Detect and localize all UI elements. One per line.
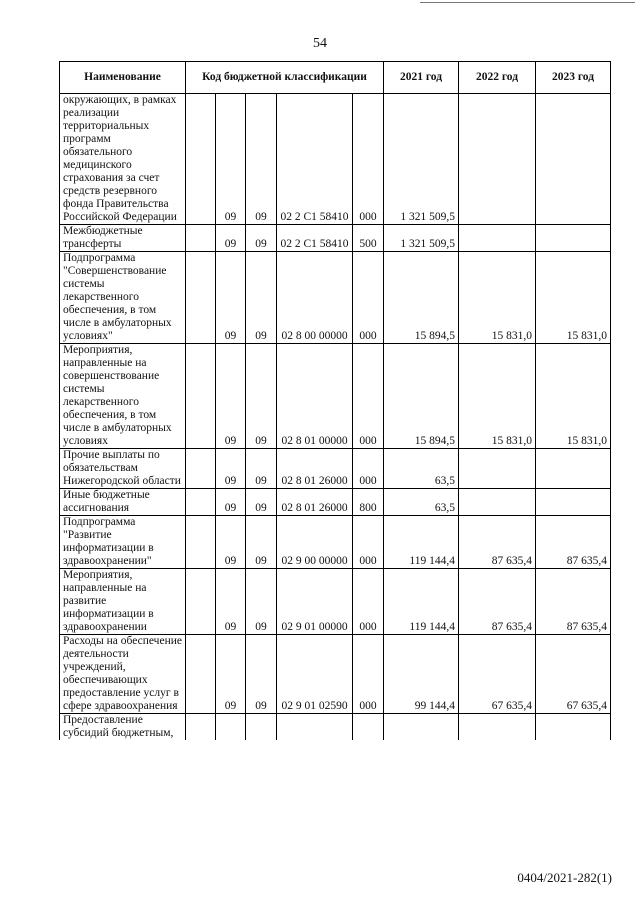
row-value-2021: 15 894,5 [384, 252, 459, 344]
row-code-type: 000 [353, 449, 384, 489]
table-row [60, 635, 611, 714]
header-name: Наименование [60, 62, 186, 94]
row-code-subsection: 09 [246, 569, 277, 635]
row-code-section: 09 [216, 252, 246, 344]
header-2021: 2021 год [384, 62, 459, 94]
row-code-subsection: 09 [246, 516, 277, 569]
row-value-2023 [536, 449, 611, 489]
row-value-2023: 87 635,4 [536, 569, 611, 635]
table-row [60, 714, 611, 741]
row-code-type: 000 [353, 635, 384, 714]
row-name: Прочие выплаты по обязательствам Нижегородской области [60, 449, 186, 489]
row-code-section [216, 714, 246, 741]
table-header-row [60, 62, 611, 94]
header-2022: 2022 год [459, 62, 536, 94]
row-name: Межбюджетные трансферты [60, 225, 186, 252]
header-2023: 2023 год [536, 62, 611, 94]
row-value-2021: 63,5 [384, 489, 459, 516]
page-number: 54 [313, 36, 327, 51]
row-value-2022: 87 635,4 [459, 569, 536, 635]
row-code-type: 800 [353, 489, 384, 516]
row-blank [186, 635, 216, 714]
table-row [60, 225, 611, 252]
row-name: Предоставление субсидий бюджетным, [60, 714, 186, 741]
row-code-subsection: 09 [246, 94, 277, 225]
table-row [60, 449, 611, 489]
row-code-section: 09 [216, 344, 246, 449]
row-name: Иные бюджетные ассигнования [60, 489, 186, 516]
row-code-section: 09 [216, 635, 246, 714]
row-blank [186, 252, 216, 344]
header-code: Код бюджетной классификации [186, 62, 384, 94]
row-code-target: 02 9 01 02590 [277, 635, 353, 714]
row-code-target: 02 9 01 00000 [277, 569, 353, 635]
row-code-target [277, 714, 353, 741]
row-value-2023 [536, 94, 611, 225]
row-code-target: 02 8 01 26000 [277, 489, 353, 516]
row-blank [186, 225, 216, 252]
budget-table [59, 61, 611, 740]
row-code-target: 02 8 00 00000 [277, 252, 353, 344]
row-value-2021: 63,5 [384, 449, 459, 489]
table-row [60, 489, 611, 516]
footer-code: 0404/2021-282(1) [517, 870, 612, 885]
row-blank [186, 714, 216, 741]
row-value-2022 [459, 225, 536, 252]
top-rule [420, 2, 635, 3]
row-value-2022: 15 831,0 [459, 252, 536, 344]
table-row [60, 344, 611, 449]
row-name: Мероприятия, направленные на совершенствование системы лекарственного обеспечения, в том числе в амбулаторных условиях [60, 344, 186, 449]
table-row [60, 94, 611, 225]
row-value-2022: 87 635,4 [459, 516, 536, 569]
row-code-type: 000 [353, 94, 384, 225]
row-blank [186, 94, 216, 225]
row-code-section: 09 [216, 449, 246, 489]
row-code-subsection: 09 [246, 489, 277, 516]
row-value-2023: 87 635,4 [536, 516, 611, 569]
row-value-2021: 1 321 509,5 [384, 225, 459, 252]
row-value-2022 [459, 714, 536, 741]
row-code-type: 000 [353, 569, 384, 635]
row-code-target: 02 2 С1 58410 [277, 94, 353, 225]
row-name: окружающих, в рамках реализации территориальных программ обязательного медицинского страхования за счет средств резервного фонда Правительства Российской Федерации [60, 94, 186, 225]
table-row [60, 516, 611, 569]
table-row [60, 569, 611, 635]
table-body [60, 94, 611, 741]
row-code-type: 000 [353, 516, 384, 569]
row-code-section: 09 [216, 489, 246, 516]
row-blank [186, 449, 216, 489]
row-code-section: 09 [216, 94, 246, 225]
row-name: Подпрограмма "Развитие информатизации в здравоохранении" [60, 516, 186, 569]
row-code-type: 500 [353, 225, 384, 252]
row-code-type: 000 [353, 252, 384, 344]
row-code-section: 09 [216, 569, 246, 635]
row-value-2022 [459, 489, 536, 516]
row-name: Расходы на обеспечение деятельности учреждений, обеспечивающих предоставление услуг в сфере здравоохранения [60, 635, 186, 714]
row-code-subsection: 09 [246, 449, 277, 489]
row-code-target: 02 8 01 00000 [277, 344, 353, 449]
row-code-target: 02 2 С1 58410 [277, 225, 353, 252]
row-value-2021: 15 894,5 [384, 344, 459, 449]
row-code-target: 02 8 01 26000 [277, 449, 353, 489]
row-value-2023: 15 831,0 [536, 252, 611, 344]
row-code-type: 000 [353, 344, 384, 449]
row-value-2021: 119 144,4 [384, 569, 459, 635]
row-value-2023 [536, 489, 611, 516]
row-value-2023: 67 635,4 [536, 635, 611, 714]
row-blank [186, 344, 216, 449]
row-value-2022 [459, 94, 536, 225]
row-value-2022: 15 831,0 [459, 344, 536, 449]
row-value-2022 [459, 449, 536, 489]
row-value-2021: 119 144,4 [384, 516, 459, 569]
row-value-2023 [536, 225, 611, 252]
row-blank [186, 489, 216, 516]
row-code-section: 09 [216, 225, 246, 252]
row-code-type [353, 714, 384, 741]
row-value-2021 [384, 714, 459, 741]
row-code-subsection: 09 [246, 635, 277, 714]
row-value-2021: 99 144,4 [384, 635, 459, 714]
row-code-subsection: 09 [246, 344, 277, 449]
table-row [60, 252, 611, 344]
row-blank [186, 569, 216, 635]
row-value-2022: 67 635,4 [459, 635, 536, 714]
row-name: Мероприятия, направленные на развитие информатизации в здравоохранении [60, 569, 186, 635]
row-code-subsection: 09 [246, 225, 277, 252]
row-code-target: 02 9 00 00000 [277, 516, 353, 569]
row-value-2023 [536, 714, 611, 741]
row-code-section: 09 [216, 516, 246, 569]
row-name: Подпрограмма "Совершенствование системы лекарственного обеспечения, в том числе в амбулаторных условиях" [60, 252, 186, 344]
row-blank [186, 516, 216, 569]
row-code-subsection: 09 [246, 252, 277, 344]
row-value-2021: 1 321 509,5 [384, 94, 459, 225]
row-code-subsection [246, 714, 277, 741]
row-value-2023: 15 831,0 [536, 344, 611, 449]
